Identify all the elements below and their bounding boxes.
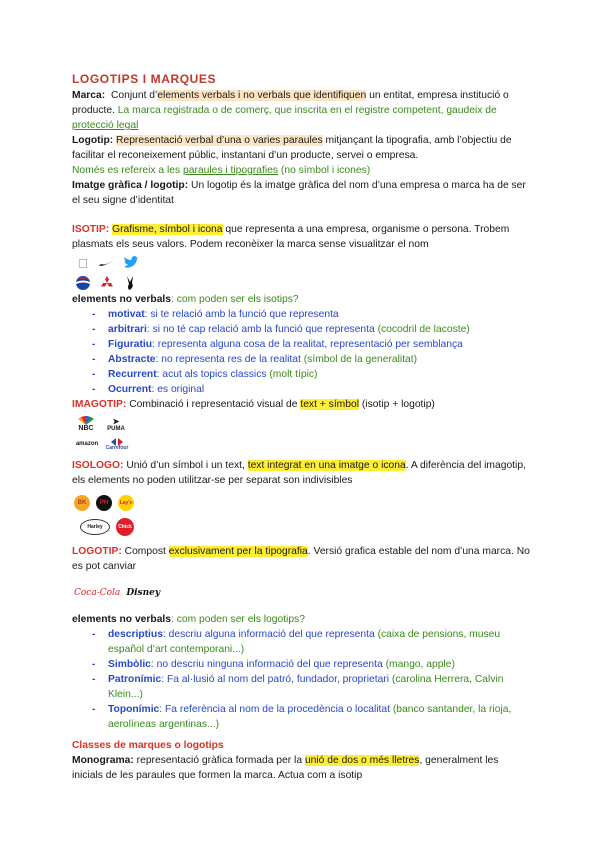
disney-logo-icon: Disney [126,587,161,598]
nike-logo-icon [98,255,116,271]
burger-king-logo-icon: BK [74,495,90,511]
elements2-label: elements no verbals [72,614,172,625]
logotip-green-post: (no símbol i icones) [278,165,371,176]
list-item [92,627,532,657]
imatge-text: Un logotip és la imatge gràfica del nom d’una empresa o marca ha de ser el seu signe d’identitat [72,180,526,206]
list-item-extra: (carolina Herrera, Calvin Klein...) [108,674,504,700]
elements2-sub: : com poden ser els logotips? [171,614,305,625]
isotip-highlight: Grafisme, símbol i icona [112,224,223,235]
isologo-paragraph [72,458,532,488]
list-item [92,352,532,367]
page-title: LOGOTIPS I MARQUES [72,72,217,86]
list-item [92,672,532,702]
carrefour-logo-icon [106,436,128,452]
list-item-desc: : descriu alguna informació del que representa [162,629,375,640]
document-page [72,72,532,783]
puma-logo-text: PUMA [107,425,125,432]
isotip-paragraph [72,222,532,252]
list-item [92,702,532,732]
list-item-term: descriptius [108,629,163,640]
isotip-label: ISOTIP: [72,224,110,235]
imagotip-post: (isotip + logotip) [359,399,435,410]
marca-green-underline: protecció legal [72,120,139,131]
logotip2-paragraph [72,544,532,574]
imagotip-logos-row-1 [74,414,532,434]
isotip-logos-row-2 [74,274,532,292]
list-item-term: Toponímic [108,704,160,715]
elements1-heading [72,292,532,307]
list-item-desc: : representa alguna cosa de la realitat, representació per semblança [152,339,463,350]
pepsi-logo-icon [74,275,92,291]
logotip2-highlight: exclusivament per la tipografia [168,546,308,557]
list-item-term: Patronímic [108,674,162,685]
imagotip-paragraph [72,397,532,412]
logotip2-post: . Versió grafica estable del nom d’una marca. No es pot canviar [72,546,530,572]
list-item [92,382,532,397]
elements1-label: elements no verbals [72,294,172,305]
elements1-sub: : com poden ser els isotips? [171,294,299,305]
classes-heading: Classes de marques o logotips [72,740,224,751]
amazon-logo-icon: amazon [75,440,99,447]
marca-paragraph [72,88,532,133]
list-item-extra: (caixa de pensions, museu español d’art contemporani...) [108,629,501,655]
list-item-desc: : Fa referència al nom de la procedència o localitat [159,704,390,715]
coca-cola-logo-icon: Coca-Cola [74,587,121,598]
logotip2-pre: Compost [121,546,169,557]
imatge-paragraph [72,178,532,208]
imatge-label: Imatge gràfica / logotip: [72,180,189,191]
monograma-pre: representació gràfica formada per la [133,755,305,766]
isotip-types-list [72,307,532,397]
logotip2-label: LOGOTIP: [72,546,122,557]
list-item-desc: : si no té cap relació amb la funció que representa [146,324,375,335]
list-item-extra: (molt típic) [266,369,318,380]
carrefour-logo-text: Carrefour [105,444,129,451]
logotip-types-list [72,627,532,732]
isotip-logos-row-1 [74,254,532,272]
isologo-pre: Unió d’un símbol i un text, [123,460,248,471]
list-item-term: Figuratiu [108,339,153,350]
list-item-term: Ocurrent [108,384,152,395]
isotip-post: que representa a una empresa, organisme o persona. Trobem plasmats els seus valors. Podem reconèixer la marca sense visualitzar el nom [72,224,510,250]
nbc-logo-icon [74,416,98,432]
list-item-desc: : acut als topics classics [156,369,267,380]
logotip-label: Logotip: [72,135,114,146]
monograma-highlight: unió de dos o més lletres [304,755,420,766]
list-item-extra: (símbol de la generalitat) [300,354,418,365]
list-item-term: Abstracte [108,354,156,365]
isologo-label: ISOLOGO: [72,460,124,471]
apple-logo-icon [74,255,92,271]
marca-post: un entitat, empresa institució o producte. [72,90,509,116]
list-item-term: Recurrent [108,369,157,380]
list-item-term: motivat [108,309,145,320]
list-item-desc: : Fa al·lusió al nom del patró, fundador, proprietari [161,674,390,685]
list-item-desc: : no representa res de la realitat [155,354,301,365]
logotip-green-underline: paraules i tipografies [183,165,279,176]
lays-logo-icon: Lay's [118,495,134,511]
isologo-post: . A diferència del imagotip, els elements no poden utilitzar-se per separat son indivisibles [72,460,526,486]
puma-logo-icon: ➤ PUMA [107,416,125,432]
imagotip-pre: Combinació i representació visual de [126,399,301,410]
imagotip-highlight: text + símbol [300,399,360,410]
list-item [92,337,532,352]
isologo-logos-row-1 [74,492,532,514]
monograma-paragraph [72,753,532,783]
chick-logo-icon: Chick [116,518,134,536]
mitsubishi-logo-icon [98,275,116,291]
logotip-highlight: Representació verbal d’una o varies paraules [116,135,323,146]
isologo-logos-row-2 [80,516,532,538]
imagotip-logos-row-2 [74,436,532,452]
monograma-post: , generalment les inicials de les paraules que formen la marca. Actua com a isotip [72,755,499,781]
list-item-term: Simbòlic [108,659,151,670]
list-item-desc: : es original [151,384,205,395]
marca-highlight: elements verbals i no verbals que identifiquen [157,90,367,101]
list-item [92,657,532,672]
logotip-post: mitjançant la tipografia, amb l’objectiu de facilitar el reconeixement públic, instantani d’un producte, servei o empresa. [72,135,512,161]
list-item-desc: : si te relació amb la funció que representa [144,309,339,320]
marca-label: Marca: [72,90,106,101]
list-item-extra: (cocodril de lacoste) [374,324,470,335]
twitter-logo-icon [122,255,140,271]
marca-pre: Conjunt d’ [110,90,158,101]
logotip-green-pre: Només es refereix a les [72,165,184,176]
monograma-label: Monograma: [72,755,134,766]
list-item-extra: (mango, apple) [382,659,455,670]
list-item [92,307,532,322]
playboy-logo-icon [122,275,140,291]
list-item [92,367,532,382]
list-item-term: arbitrari [108,324,147,335]
nbc-logo-text: NBC [78,425,94,432]
pizza-hut-logo-icon: PH [96,495,112,511]
list-item-desc: : no descriu ninguna informació del que representa [150,659,383,670]
elements2-heading [72,612,532,627]
list-item-extra: (banco santander, la rioja, aerolíneas argentinas...) [108,704,512,730]
logotip2-logos [74,580,532,606]
logotip-definition [72,133,532,178]
marca-green: La marca registrada o de comerç, que inscrita en el registre competent, gaudeix de [114,105,497,116]
harley-logo-icon: Harley [80,519,110,535]
imagotip-label: IMAGOTIP: [72,399,127,410]
list-item [92,322,532,337]
isologo-highlight: text integrat en una imatge o icona [247,460,406,471]
